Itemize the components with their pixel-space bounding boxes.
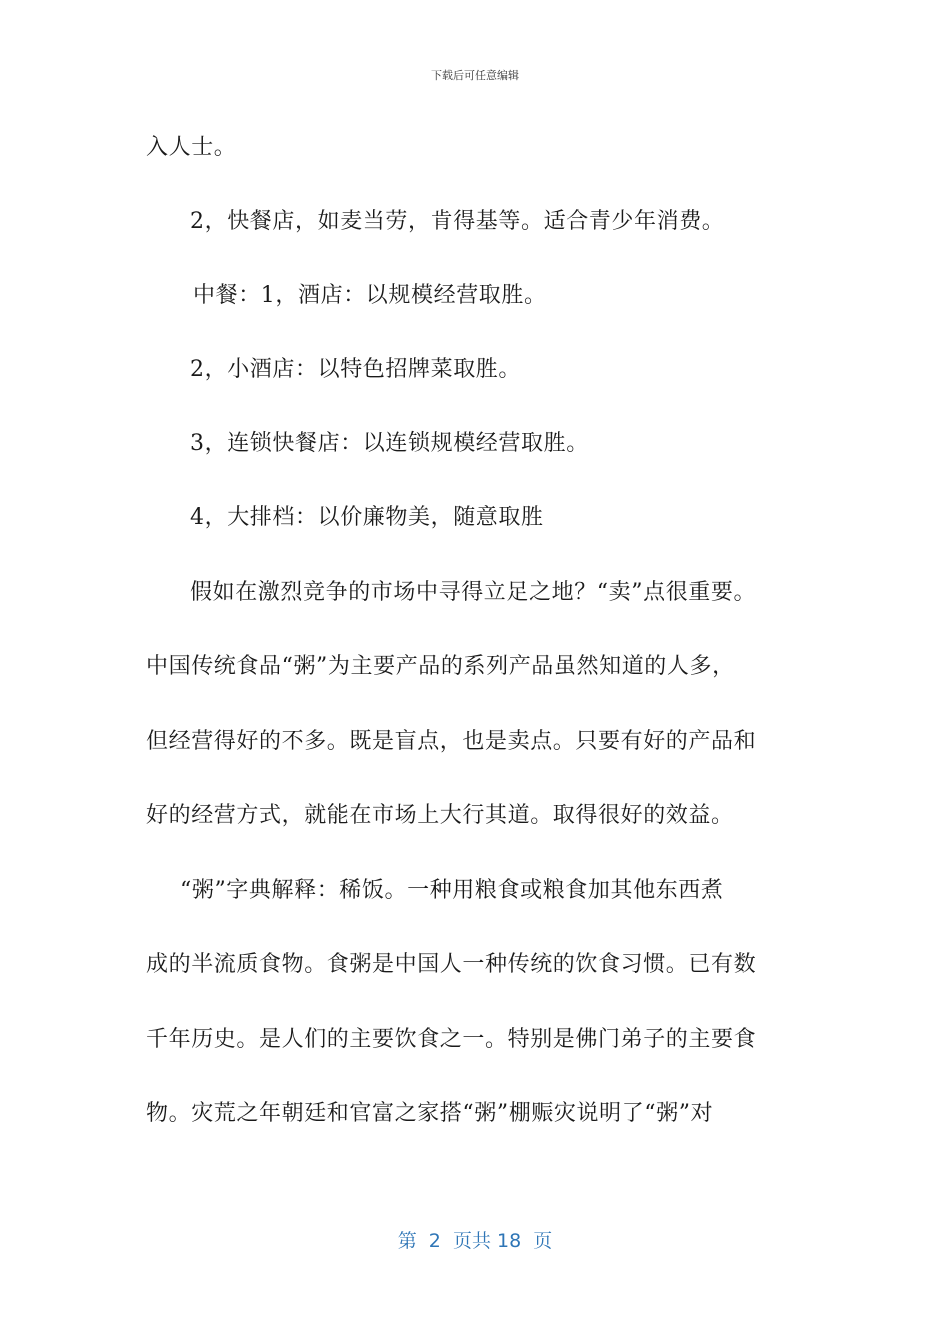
page-number-footer: 第 2 页共 18 页 <box>397 1230 553 1252</box>
body-line-2: 2，快餐店，如麦当劳，肯得基等。适合青少年消费。 <box>190 209 725 234</box>
body-line-6: 4，大排档：以价廉物美，随意取胜 <box>190 505 544 530</box>
body-line-7: 假如在激烈竞争的市场中寻得立足之地？“卖”点很重要。 <box>190 580 757 605</box>
body-line-13: 千年历史。是人们的主要饮食之一。特别是佛门弟子的主要食 <box>146 1027 757 1052</box>
body-line-10: 好的经营方式，就能在市场上大行其道。取得很好的效益。 <box>146 803 734 828</box>
body-line-12: 成的半流质食物。食粥是中国人一种传统的饮食习惯。已有数 <box>146 952 757 977</box>
body-line-11: “粥”字典解释：稀饭。一种用粮食或粮食加其他东西煮 <box>180 878 724 903</box>
body-line-1: 入人士。 <box>146 135 237 160</box>
page-header: 下载后可任意编辑 <box>431 69 519 82</box>
body-line-14: 物。灾荒之年朝廷和官富之家搭“粥”棚赈灾说明了“粥”对 <box>146 1101 714 1126</box>
body-line-3: 中餐：1，酒店：以规模经营取胜。 <box>193 283 547 308</box>
body-line-9: 但经营得好的不多。既是盲点，也是卖点。只要有好的产品和 <box>146 729 757 754</box>
body-line-8: 中国传统食品“粥”为主要产品的系列产品虽然知道的人多， <box>146 654 735 679</box>
body-line-5: 3，连锁快餐店：以连锁规模经营取胜。 <box>190 431 589 456</box>
body-line-4: 2，小酒店：以特色招牌菜取胜。 <box>190 357 521 382</box>
